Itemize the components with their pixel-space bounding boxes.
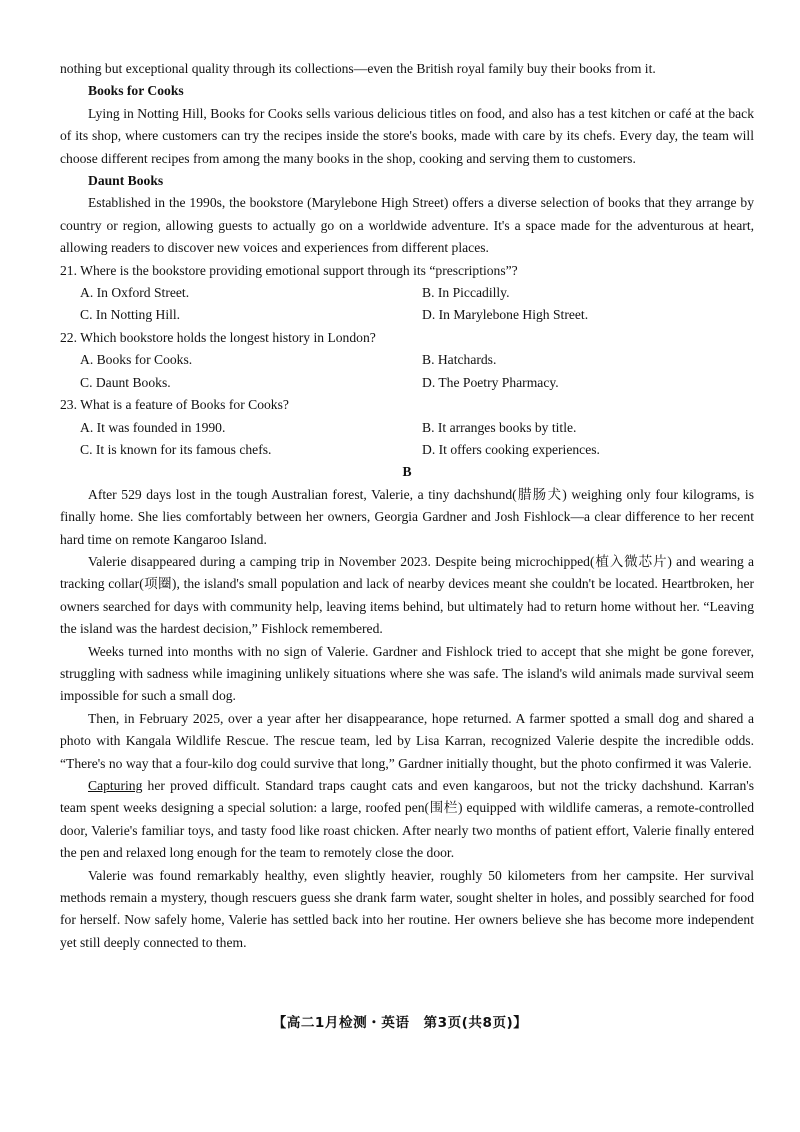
section-label-b: B — [402, 464, 412, 480]
passage-a-intro-tail: nothing but exceptional quality through its collections—even the British royal family buy their books from it. — [60, 61, 656, 76]
option-d[interactable]: D. In Marylebone High Street. — [422, 307, 589, 323]
question-23 — [60, 394, 754, 461]
option-b[interactable]: B. In Piccadilly. — [422, 285, 510, 301]
option-d[interactable]: D. It offers cooking experiences. — [422, 441, 600, 457]
option-c[interactable]: C. In Notting Hill. — [80, 307, 181, 323]
question-stem: 21. Where is the bookstore providing emotional support through its “prescriptions”? — [60, 262, 518, 278]
paragraph-daunt-books: Established in the 1990s, the bookstore (Marylebone High Street) offers a diverse selection of books that they arrange by country or region, allowing guests to actually go on a worldwide adventure. It's a space made for the adventurous at heart, allowing readers to discover new voices and experiences from different places. — [60, 195, 754, 256]
heading-daunt-books: Daunt Books — [88, 173, 164, 189]
heading-books-for-cooks: Books for Cooks — [88, 83, 184, 99]
passage-b-paragraph-3: Weeks turned into months with no sign of Valerie. Gardner and Fishlock tried to accept that she might be gone forever, struggling with sadness while imagining unlikely situations where she was safe. The island's wild animals made survival seem impossible for such a small dog. — [60, 643, 754, 704]
passage-b-paragraph-1: After 529 days lost in the tough Australian forest, Valerie, a tiny dachshund(腊肠犬) weighing only four kilograms, is finally home. She lies comfortably between her owners, Georgia Gardner and Josh Fishlock—a clear difference to her recent hard time on remote Kangaroo Island. — [60, 486, 754, 547]
option-d[interactable]: D. The Poetry Pharmacy. — [422, 374, 559, 390]
page-footer: 【高二1月检测・英语 第3页(共8页)】 — [272, 1015, 528, 1031]
option-b[interactable]: B. It arranges books by title. — [422, 419, 577, 435]
question-stem: 22. Which bookstore holds the longest history in London? — [60, 329, 376, 345]
option-grid — [60, 349, 754, 394]
option-grid — [60, 282, 754, 327]
option-a[interactable]: A. Books for Cooks. — [80, 352, 193, 368]
option-b[interactable]: B. Hatchards. — [422, 352, 497, 368]
passage-b-paragraph-2: Valerie disappeared during a camping trip in November 2023. Despite being microchipped(植入微芯片) and wearing a tracking collar(项圈), the island's small population and lack of nearby devices meant she couldn't be located. Heartbroken, her owners searched for days with community help, leaving items behind, but ultimately had to return home without her. “Leaving the island was the hardest decision,” Fishlock remembered. — [60, 553, 754, 637]
passage-b-paragraph-5 — [60, 775, 754, 865]
question-22 — [60, 327, 754, 394]
question-stem: 23. What is a feature of Books for Cooks? — [60, 397, 289, 413]
passage-b-paragraph-6: Valerie was found remarkably healthy, even slightly heavier, roughly 50 kilometers from her campsite. Her survival methods remain a mystery, though rescuers guess she drank farm water, sought shelter in holes, and possibly searched for food for herself. Now safely home, Valerie has settled back into her routine. Her owners believe she has become more independent yet still deeply connected to them. — [60, 867, 754, 950]
question-21 — [60, 260, 754, 327]
option-grid — [60, 417, 754, 462]
option-c[interactable]: C. It is known for its famous chefs. — [80, 441, 272, 457]
option-a[interactable]: A. In Oxford Street. — [80, 285, 190, 301]
passage-b-paragraph-4: Then, in February 2025, over a year after her disappearance, hope returned. A farmer spotted a small dog and shared a photo with Kangala Wildlife Rescue. The rescue team, led by Lisa Karran, recognized Valerie despite the incredible odds. “There's no way that a four-kilo dog could survive that long,” Gardner initially thought, but the photo confirmed it was Valerie. — [60, 710, 754, 771]
paragraph-5-text: her proved difficult. Standard traps caught cats and even kangaroos, but not the tricky dachshund. Karran's team spent weeks designing a special solution: a large, roofed pen(围栏) equipped with wildlife cameras, a remote-controlled door, Valerie's familiar toys, and tasty food like roast chicken. After nearly two months of patient effort, Valerie finally entered the pen and relaxed long enough for the team to remotely close the door. — [60, 778, 754, 861]
paragraph-books-for-cooks: Lying in Notting Hill, Books for Cooks sells various delicious titles on food, and also has a test kitchen or café at the back of its shop, where customers can try the recipes inside the store's books, made with care by its chefs. Every day, the team will choose different recipes from among the many books in the shop, cooking and serving them to customers. — [60, 105, 754, 166]
option-c[interactable]: C. Daunt Books. — [80, 374, 171, 390]
underlined-word-capturing: Capturing — [88, 778, 143, 793]
option-a[interactable]: A. It was founded in 1990. — [80, 419, 226, 435]
